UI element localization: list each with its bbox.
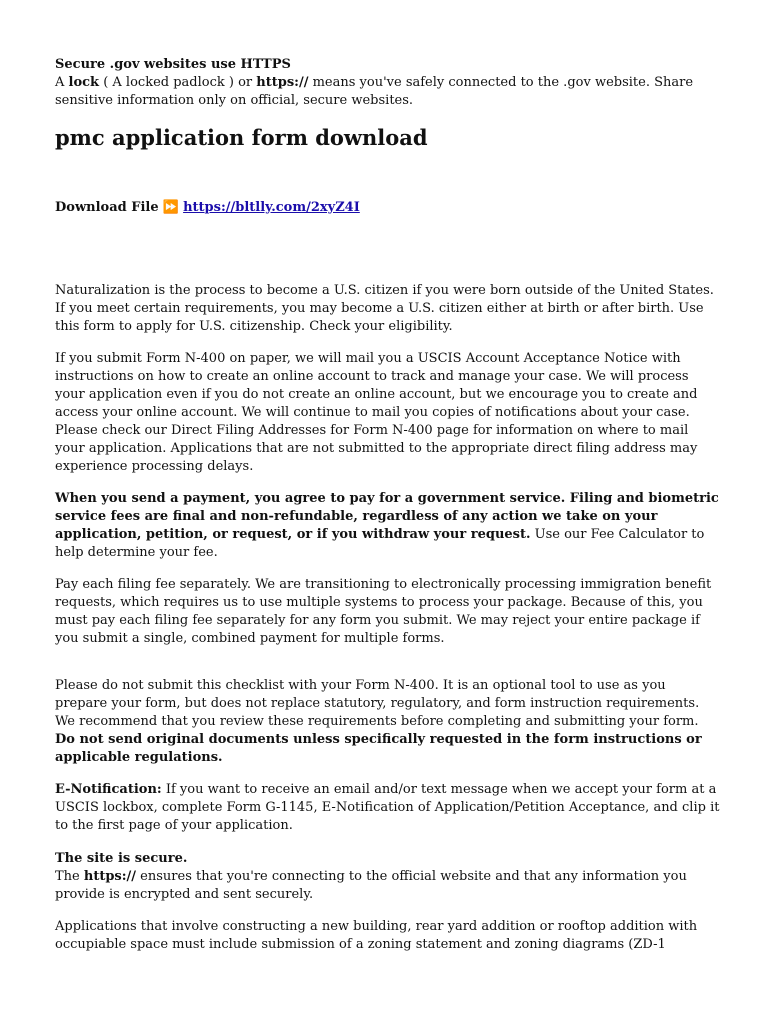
checklist-text: Please do not submit this checklist with your Form N-400. It is an optional tool to use as you prepare your form, but does not replace statutory, regulatory, and form instruction requirements. We recommend that you review these requirements before completing and submitting your form. bbox=[55, 678, 700, 729]
https-banner bbox=[55, 56, 720, 110]
banner-mid: ( A locked padlock ) or bbox=[99, 75, 257, 90]
payment-agreement-rest: Use our Fee Calculator to help determine your fee. bbox=[55, 527, 705, 560]
site-secure-pre: The bbox=[55, 869, 84, 884]
banner-https: https:// bbox=[256, 75, 309, 90]
download-link[interactable]: https://bltlly.com/2xyZ4I bbox=[183, 200, 360, 215]
paragraph-filing-fee: Pay each filing fee separately. We are transitioning to electronically processing immigration benefit requests, which requires us to use multiple systems to process your package. Because of this, you must pay each filing fee separately for any form you submit. We may reject your entire package if you submit a single, combined payment for multiple forms. bbox=[55, 577, 712, 646]
e-notification-label: E-Notification: bbox=[55, 782, 162, 797]
paragraph-naturalization: Naturalization is the process to become a U.S. citizen if you were born outside of the United States. If you meet certain requirements, you may become a U.S. citizen either at birth or after birth. Use this form to apply for U.S. citizenship. Check your eligibility. bbox=[55, 283, 714, 334]
paragraph-payment-agreement bbox=[55, 490, 720, 562]
banner-post: means you've safely connected to the .gov website. Share sensitive information only on official, secure websites. bbox=[55, 75, 694, 108]
banner-lock: lock bbox=[68, 75, 100, 90]
checklist-bold: Do not send original documents unless specifically requested in the form instructions or applicable regulations. bbox=[55, 732, 702, 765]
paragraph-zoning: Applications that involve constructing a new building, rear yard addition or rooftop addition with occupiable space must include submission of a zoning statement and zoning diagrams (ZD-1 bbox=[55, 919, 698, 952]
download-arrow-icon: ⏩ bbox=[162, 200, 179, 215]
banner-pre: A bbox=[55, 75, 69, 90]
download-line bbox=[55, 199, 720, 217]
payment-agreement-bold: When you send a payment, you agree to pay for a government service. Filing and biometric service fees are final and non-refundable, regardless of any action we take on your application, petition, or request, or if you withdraw your request. bbox=[55, 491, 719, 542]
download-label: Download File bbox=[55, 200, 159, 215]
page-title: pmc application form download bbox=[55, 125, 428, 150]
e-notification-text: If you want to receive an email and/or text message when we accept your form at a USCIS lockbox, complete Form G-1145, E-Notification of Application/Petition Acceptance, and clip it to the first page of your application. bbox=[55, 782, 720, 833]
paragraph-e-notification bbox=[55, 781, 720, 835]
site-secure-heading: The site is secure. bbox=[55, 851, 188, 866]
banner-heading: Secure .gov websites use HTTPS bbox=[55, 57, 291, 72]
site-secure-post: ensures that you're connecting to the official website and that any information you provide is encrypted and sent securely. bbox=[55, 869, 687, 902]
site-secure-https: https:// bbox=[83, 869, 137, 884]
paragraph-checklist bbox=[55, 677, 720, 767]
paragraph-site-secure bbox=[55, 850, 720, 904]
paragraph-paper-filing: If you submit Form N-400 on paper, we will mail you a USCIS Account Acceptance Notice with instructions on how to create an online account to track and manage your case. We will process your application even if you do not create an online account, but we encourage you to create and access your online account. We will continue to mail you copies of notifications about your case. Please check our Direct Filing Addresses for Form N-400 page for information on where to mail your application. Applications that are not submitted to the appropriate direct filing address may experience processing delays. bbox=[55, 351, 698, 474]
